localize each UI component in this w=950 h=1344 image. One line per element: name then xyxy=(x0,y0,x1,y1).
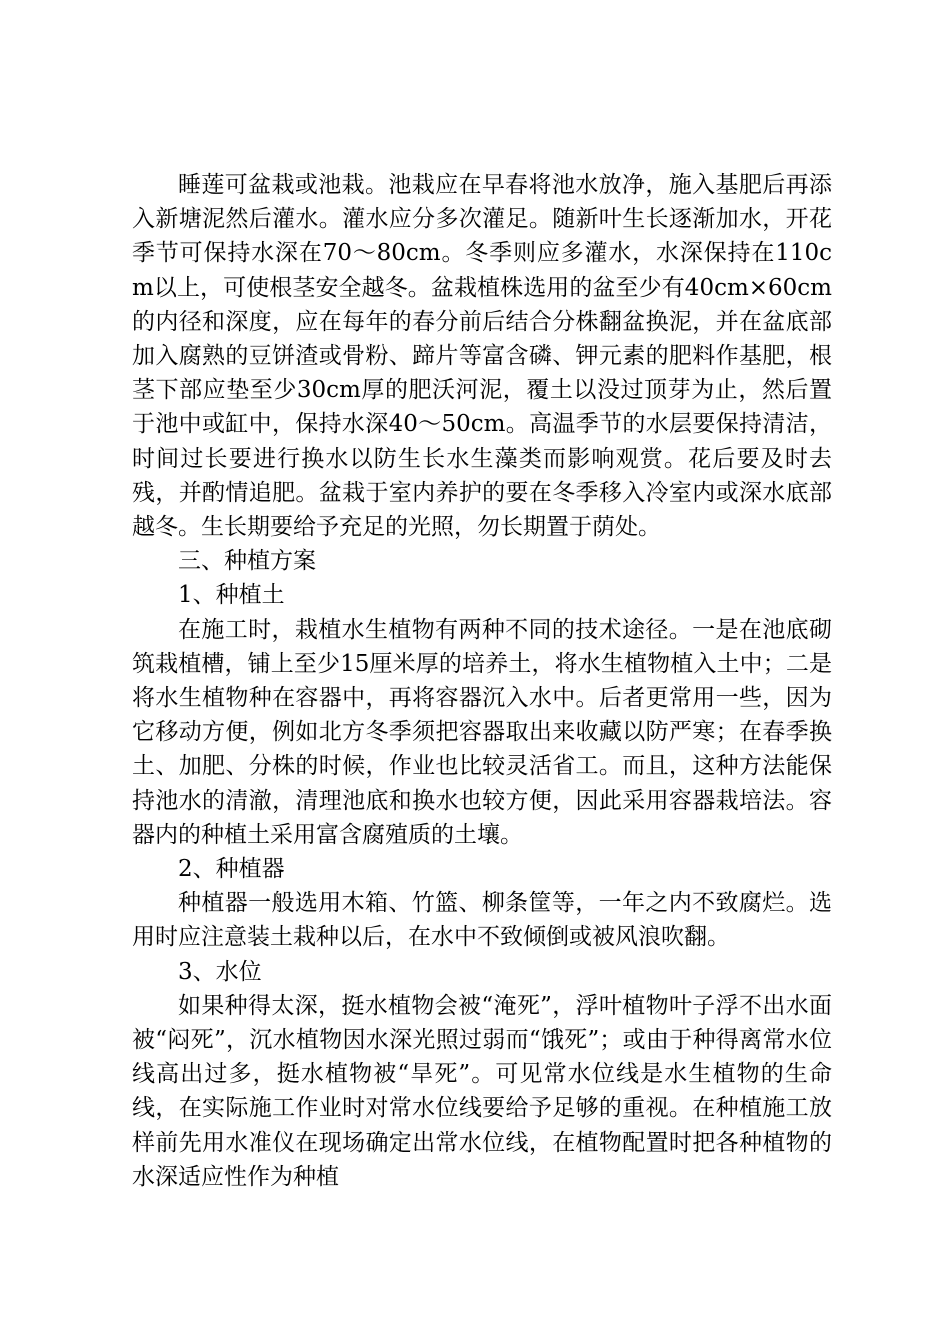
paragraph-planting-container: 种植器一般选用木箱、竹篮、柳条筐等，一年之内不致腐烂。选用时应注意装土栽种以后，在水中不致倾倒或被风浪吹翻。 xyxy=(132,890,832,951)
section-heading-planting-plan: 三、种植方案 xyxy=(178,548,316,575)
subheading-planting-soil: 1、种植土 xyxy=(178,582,285,609)
subheading-water-level: 3、水位 xyxy=(178,958,262,985)
document-body xyxy=(132,168,832,1194)
paragraph-water-level: 如果种得太深，挺水植物会被“淹死”，浮叶植物叶子浮不出水面被“闷死”，沉水植物因水深光照过弱而“饿死”；或由于种得离常水位线高出过多，挺水植物被“旱死”。可见常水位线是水生植物的生命线，在实际施工作业时对常水位线要给予足够的重视。在种植施工放样前先用水准仪在现场确定出常水位线，在植物配置时把各种植物的水深适应性作为种植 xyxy=(132,992,832,1190)
subheading-planting-container: 2、种植器 xyxy=(178,856,285,883)
paragraph-water-lily-cultivation: 睡莲可盆栽或池栽。池栽应在早春将池水放净，施入基肥后再添入新塘泥然后灌水。灌水应分多次灌足。随新叶生长逐渐加水，开花季节可保持水深在70～80cm。冬季则应多灌水，水深保持在110cm以上，可使根茎安全越冬。盆栽植株选用的盆至少有40cm×60cm的内径和深度，应在每年的春分前后结合分株翻盆换泥，并在盆底部加入腐熟的豆饼渣或骨粉、蹄片等富含磷、钾元素的肥料作基肥，根茎下部应垫至少30cm厚的肥沃河泥，覆土以没过顶芽为止，然后置于池中或缸中，保持水深40～50cm。高温季节的水层要保持清洁，时间过长要进行换水以防生长水生藻类而影响观赏。花后要及时去残，并酌情追肥。盆栽于室内养护的要在冬季移入冷室内或深水底部越冬。生长期要给予充足的光照，勿长期置于荫处。 xyxy=(132,172,832,541)
paragraph-planting-soil: 在施工时，栽植水生植物有两种不同的技术途径。一是在池底砌筑栽植槽，铺上至少15厘米厚的培养土，将水生植物植入土中；二是将水生植物种在容器中，再将容器沉入水中。后者更常用一些，因为它移动方便，例如北方冬季须把容器取出来收藏以防严寒；在春季换土、加肥、分株的时候，作业也比较灵活省工。而且，这种方法能保持池水的清澈，清理池底和换水也较方便，因此采用容器栽培法。容器内的种植土采用富含腐殖质的土壤。 xyxy=(132,616,832,848)
